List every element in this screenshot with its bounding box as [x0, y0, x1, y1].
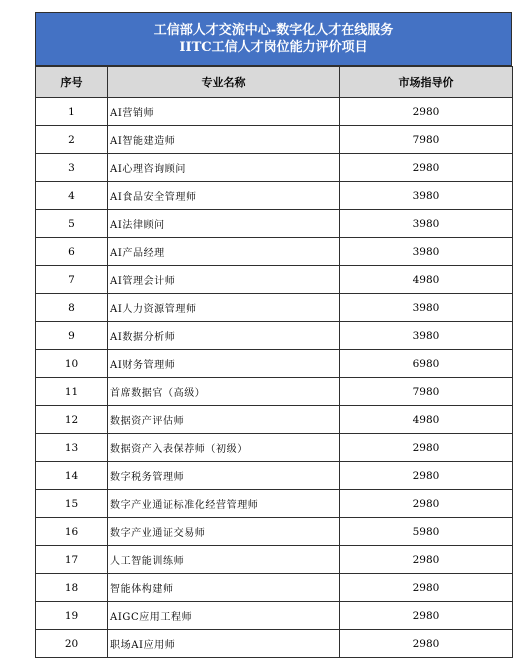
row-index: 7 [36, 266, 108, 294]
row-major-name: 数据资产评估师 [108, 406, 340, 434]
table-row [36, 462, 513, 490]
row-guide-price: 2980 [340, 154, 513, 182]
title-line-1: 工信部人才交流中心-数字化人才在线服务 [153, 23, 394, 38]
course-price-table [35, 66, 513, 658]
table-row [36, 406, 513, 434]
header-index: 序号 [36, 67, 108, 98]
header-major-name: 专业名称 [108, 67, 340, 98]
row-major-name: AIGC应用工程师 [108, 602, 340, 630]
row-index: 8 [36, 294, 108, 322]
table-row [36, 490, 513, 518]
row-guide-price: 3980 [340, 210, 513, 238]
row-index: 13 [36, 434, 108, 462]
table-row [36, 322, 513, 350]
table-row [36, 154, 513, 182]
row-major-name: 数字税务管理师 [108, 462, 340, 490]
row-guide-price: 5980 [340, 518, 513, 546]
table-row [36, 546, 513, 574]
table-row [36, 518, 513, 546]
table-row [36, 378, 513, 406]
row-major-name: 数字产业通证标准化经营管理师 [108, 490, 340, 518]
row-major-name: 人工智能训练师 [108, 546, 340, 574]
table-row [36, 210, 513, 238]
row-guide-price: 7980 [340, 378, 513, 406]
row-major-name: AI数据分析师 [108, 322, 340, 350]
table-row [36, 294, 513, 322]
row-index: 1 [36, 98, 108, 126]
table-header-row [36, 67, 513, 98]
row-index: 14 [36, 462, 108, 490]
row-index: 15 [36, 490, 108, 518]
row-major-name: 数据资产入表保荐师（初级） [108, 434, 340, 462]
table-row [36, 602, 513, 630]
title-banner [35, 12, 512, 66]
row-major-name: AI管理会计师 [108, 266, 340, 294]
table-body [36, 98, 513, 658]
table-row [36, 126, 513, 154]
row-guide-price: 7980 [340, 126, 513, 154]
row-index: 18 [36, 574, 108, 602]
row-major-name: AI法律顾问 [108, 210, 340, 238]
row-guide-price: 2980 [340, 434, 513, 462]
table-row [36, 238, 513, 266]
table-row [36, 434, 513, 462]
row-guide-price: 2980 [340, 630, 513, 658]
row-index: 5 [36, 210, 108, 238]
row-major-name: 职场AI应用师 [108, 630, 340, 658]
title-line-2: IITC工信人才岗位能力评价项目 [179, 40, 368, 55]
row-index: 16 [36, 518, 108, 546]
row-guide-price: 2980 [340, 98, 513, 126]
table-row [36, 350, 513, 378]
row-index: 20 [36, 630, 108, 658]
row-index: 11 [36, 378, 108, 406]
row-guide-price: 3980 [340, 294, 513, 322]
table-row [36, 574, 513, 602]
row-index: 4 [36, 182, 108, 210]
row-major-name: AI财务管理师 [108, 350, 340, 378]
row-major-name: AI心理咨询顾问 [108, 154, 340, 182]
table-row [36, 98, 513, 126]
row-major-name: 首席数据官（高级） [108, 378, 340, 406]
row-guide-price: 2980 [340, 490, 513, 518]
row-index: 17 [36, 546, 108, 574]
price-sheet [35, 12, 512, 658]
row-index: 3 [36, 154, 108, 182]
row-index: 10 [36, 350, 108, 378]
header-guide-price: 市场指导价 [340, 67, 513, 98]
table-row [36, 266, 513, 294]
row-major-name: AI食品安全管理师 [108, 182, 340, 210]
row-major-name: 智能体构建师 [108, 574, 340, 602]
row-major-name: 数字产业通证交易师 [108, 518, 340, 546]
row-index: 12 [36, 406, 108, 434]
row-guide-price: 4980 [340, 406, 513, 434]
row-guide-price: 3980 [340, 238, 513, 266]
row-major-name: AI人力资源管理师 [108, 294, 340, 322]
row-guide-price: 2980 [340, 574, 513, 602]
table-row [36, 182, 513, 210]
row-index: 6 [36, 238, 108, 266]
row-guide-price: 4980 [340, 266, 513, 294]
row-major-name: AI产品经理 [108, 238, 340, 266]
row-index: 19 [36, 602, 108, 630]
row-index: 9 [36, 322, 108, 350]
row-guide-price: 6980 [340, 350, 513, 378]
row-guide-price: 3980 [340, 322, 513, 350]
row-guide-price: 3980 [340, 182, 513, 210]
row-major-name: AI营销师 [108, 98, 340, 126]
table-row [36, 630, 513, 658]
row-guide-price: 2980 [340, 462, 513, 490]
row-guide-price: 2980 [340, 546, 513, 574]
row-index: 2 [36, 126, 108, 154]
row-major-name: AI智能建造师 [108, 126, 340, 154]
row-guide-price: 2980 [340, 602, 513, 630]
